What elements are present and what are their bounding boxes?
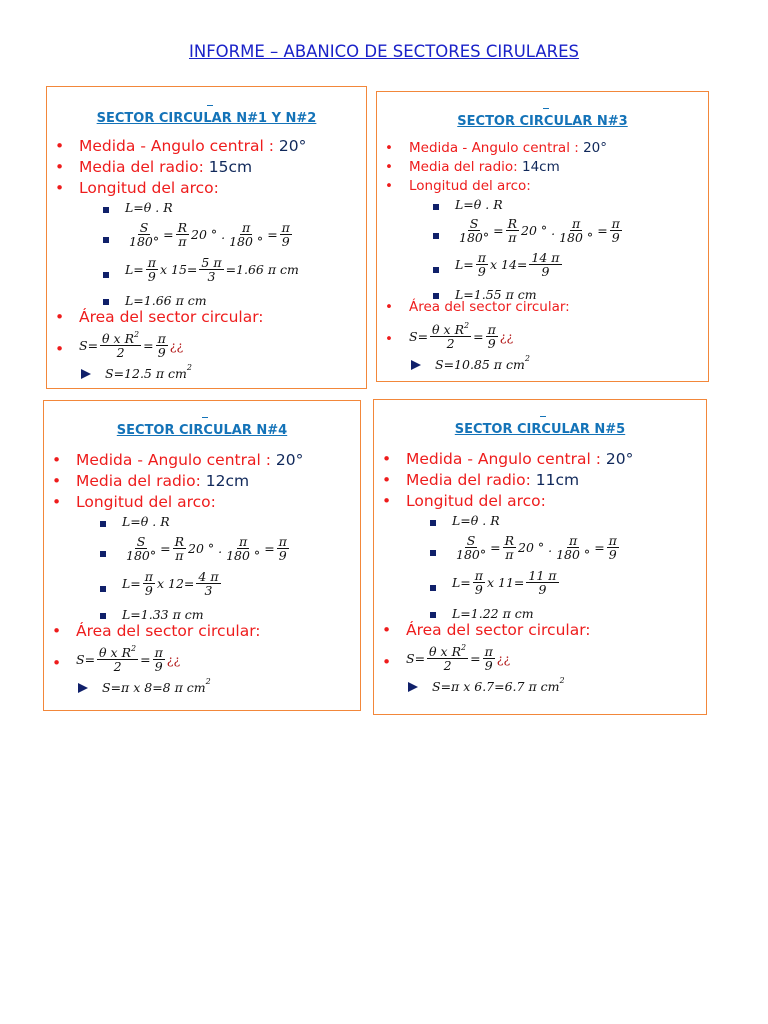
- box-heading: SECTOR CIRCULAR N#1 Y N#2: [96, 111, 317, 126]
- arc-label: Longitud del arco:: [409, 178, 531, 194]
- square-bullet-icon: [103, 237, 109, 243]
- bullet-icon: •: [55, 179, 65, 197]
- radius-value: 12cm: [205, 472, 250, 490]
- square-bullet-icon: [100, 521, 106, 527]
- angle-value: 20°: [583, 140, 608, 156]
- square-bullet-icon: [430, 520, 436, 526]
- area-label: Área del sector circular:: [76, 622, 261, 640]
- heading-tick: [202, 417, 208, 418]
- sector-box: [43, 400, 361, 711]
- sector-box: [376, 91, 709, 382]
- bullet-icon: •: [55, 137, 65, 155]
- bullet-icon: •: [55, 308, 65, 326]
- area-line: [382, 621, 591, 639]
- formula-area-result: S=12.5 π cm 2: [105, 363, 192, 381]
- arrow-bullet-icon: [78, 683, 88, 693]
- square-bullet-icon: [433, 233, 439, 239]
- arc-label: Longitud del arco:: [406, 492, 546, 510]
- arc-line: [55, 179, 219, 197]
- square-bullet-icon: [100, 613, 106, 619]
- angle-value: 20°: [275, 451, 304, 469]
- angle-value: 20°: [278, 137, 307, 155]
- radius-label: Media del radio:: [409, 159, 522, 175]
- formula-area-result: S=π x 6.7=6.7 π cm 2: [432, 676, 565, 694]
- angle-label: Medida - Angulo central :: [76, 451, 276, 469]
- angle-line: [385, 140, 607, 156]
- square-bullet-icon: [430, 612, 436, 618]
- arrow-bullet-icon: [81, 369, 91, 379]
- angle-line: [382, 450, 633, 468]
- radius-line: [385, 159, 560, 175]
- formula-arc: L=θ . R: [122, 514, 170, 529]
- angle-line: [52, 451, 303, 469]
- bullet-icon: •: [52, 654, 62, 672]
- arc-label: Longitud del arco:: [79, 179, 219, 197]
- formula-area: S= $\frac{\theta x R^2}{2}$ = $\frac{\pi}{9}$ ¿¿: [406, 643, 511, 674]
- bullet-icon: •: [385, 140, 393, 156]
- formula-area-result: S=π x 8=8 π cm 2: [102, 677, 211, 695]
- bullet-icon: •: [52, 451, 62, 469]
- area-line: [385, 299, 570, 315]
- area-formula-bullet: [385, 331, 409, 347]
- bullet-icon: •: [385, 331, 393, 347]
- bullet-icon: •: [382, 621, 392, 639]
- area-label: Área del sector circular:: [409, 299, 570, 315]
- angle-label: Medida - Angulo central :: [79, 137, 279, 155]
- radius-line: [55, 158, 252, 176]
- bullet-icon: •: [382, 471, 392, 489]
- angle-label: Medida - Angulo central :: [409, 140, 584, 156]
- box-heading: SECTOR CIRCULAR N#4: [116, 423, 288, 438]
- bullet-icon: •: [52, 622, 62, 640]
- formula-area: S= $\frac{\theta x R^2}{2}$ = $\frac{\pi}{9}$ ¿¿: [76, 644, 181, 675]
- bullet-icon: •: [385, 178, 393, 194]
- formula-length: L= $\frac{\pi}{9}$ x 11= $\frac{11 \pi}{9}$: [452, 568, 557, 598]
- arc-label: Longitud del arco:: [76, 493, 216, 511]
- formula-area-result: S=10.85 π cm 2: [435, 354, 530, 372]
- arrow-bullet-icon: [411, 360, 421, 370]
- formula-area: S= $\frac{\theta x R^2}{2}$ = $\frac{\pi}{9}$ ¿¿: [79, 330, 184, 361]
- angle-line: [55, 137, 306, 155]
- square-bullet-icon: [100, 586, 106, 592]
- area-label: Área del sector circular:: [79, 308, 264, 326]
- square-bullet-icon: [433, 267, 439, 273]
- formula-length-result: L=1.33 π cm: [122, 607, 204, 622]
- bullet-icon: •: [55, 158, 65, 176]
- formula-arc: L=θ . R: [455, 197, 503, 212]
- bullet-icon: •: [382, 492, 392, 510]
- area-line: [55, 308, 264, 326]
- square-bullet-icon: [430, 550, 436, 556]
- heading-tick: [543, 108, 549, 109]
- formula-length-result: L=1.66 π cm: [125, 293, 207, 308]
- radius-label: Media del radio:: [76, 472, 206, 490]
- formula-length-result: L=1.22 π cm: [452, 606, 534, 621]
- radius-line: [52, 472, 249, 490]
- arc-line: [382, 492, 546, 510]
- radius-line: [382, 471, 579, 489]
- area-label: Área del sector circular:: [406, 621, 591, 639]
- formula-area: S= $\frac{\theta x R^2}{2}$ = $\frac{\pi}{9}$ ¿¿: [409, 321, 514, 352]
- box-heading: SECTOR CIRCULAR N#3: [457, 114, 628, 129]
- formula-length-result: L=1.55 π cm: [455, 287, 537, 302]
- formula-arc: L=θ . R: [125, 200, 173, 215]
- area-formula-bullet: [52, 654, 76, 672]
- document-title: INFORME – ABANICO DE SECTORES CIRULARES: [188, 42, 580, 61]
- box-heading: SECTOR CIRCULAR N#5: [454, 422, 626, 437]
- area-formula-bullet: [382, 653, 406, 671]
- area-formula-bullet: [55, 340, 79, 358]
- arrow-bullet-icon: [408, 682, 418, 692]
- bullet-icon: •: [385, 299, 393, 315]
- radius-value: 11cm: [535, 471, 580, 489]
- bullet-icon: •: [382, 653, 392, 671]
- radius-label: Media del radio:: [406, 471, 536, 489]
- formula-length: L= $\frac{\pi}{9}$ x 12= $\frac{4 \pi}{3}$: [122, 569, 219, 599]
- bullet-icon: •: [52, 493, 62, 511]
- formula-length: L= $\frac{\pi}{9}$ x 15= $\frac{5 \pi}{3}$ =1.66 π cm: [125, 255, 299, 285]
- bullet-icon: •: [382, 450, 392, 468]
- square-bullet-icon: [430, 585, 436, 591]
- angle-label: Medida - Angulo central :: [406, 450, 606, 468]
- formula-length: L= $\frac{\pi}{9}$ x 14= $\frac{14 \pi}{9}$: [455, 250, 560, 280]
- bullet-icon: •: [385, 159, 393, 175]
- arc-line: [385, 178, 531, 194]
- angle-value: 20°: [605, 450, 634, 468]
- formula-arc: L=θ . R: [452, 513, 500, 528]
- square-bullet-icon: [103, 272, 109, 278]
- square-bullet-icon: [103, 299, 109, 305]
- sector-box: [46, 86, 367, 389]
- bullet-icon: •: [52, 472, 62, 490]
- square-bullet-icon: [100, 551, 106, 557]
- square-bullet-icon: [433, 204, 439, 210]
- formula-ratio: $\frac{S}{180^\circ}$ = $\frac{R}{\pi}$ 20 ° . $\frac{\pi}{180 ^\circ}$ = $\frac{\pi}{9}$: [459, 216, 620, 246]
- sector-box: [373, 399, 707, 715]
- bullet-icon: •: [55, 340, 65, 358]
- formula-ratio: $\frac{S}{180^\circ}$ = $\frac{R}{\pi}$ 20 ° . $\frac{\pi}{180 ^\circ}$ = $\frac{\pi}{9}$: [456, 533, 617, 563]
- arc-line: [52, 493, 216, 511]
- area-line: [52, 622, 261, 640]
- formula-ratio: $\frac{S}{180^\circ}$ = $\frac{R}{\pi}$ 20 ° . $\frac{\pi}{180 ^\circ}$ = $\frac{\pi}{9}$: [126, 534, 287, 564]
- formula-ratio: $\frac{S}{180^\circ}$ = $\frac{R}{\pi}$ 20 ° . $\frac{\pi}{180 ^\circ}$ = $\frac{\pi}{9}$: [129, 220, 290, 250]
- heading-tick: [207, 105, 213, 106]
- heading-tick: [540, 416, 546, 417]
- radius-value: 14cm: [522, 159, 560, 175]
- radius-label: Media del radio:: [79, 158, 209, 176]
- square-bullet-icon: [103, 207, 109, 213]
- radius-value: 15cm: [208, 158, 253, 176]
